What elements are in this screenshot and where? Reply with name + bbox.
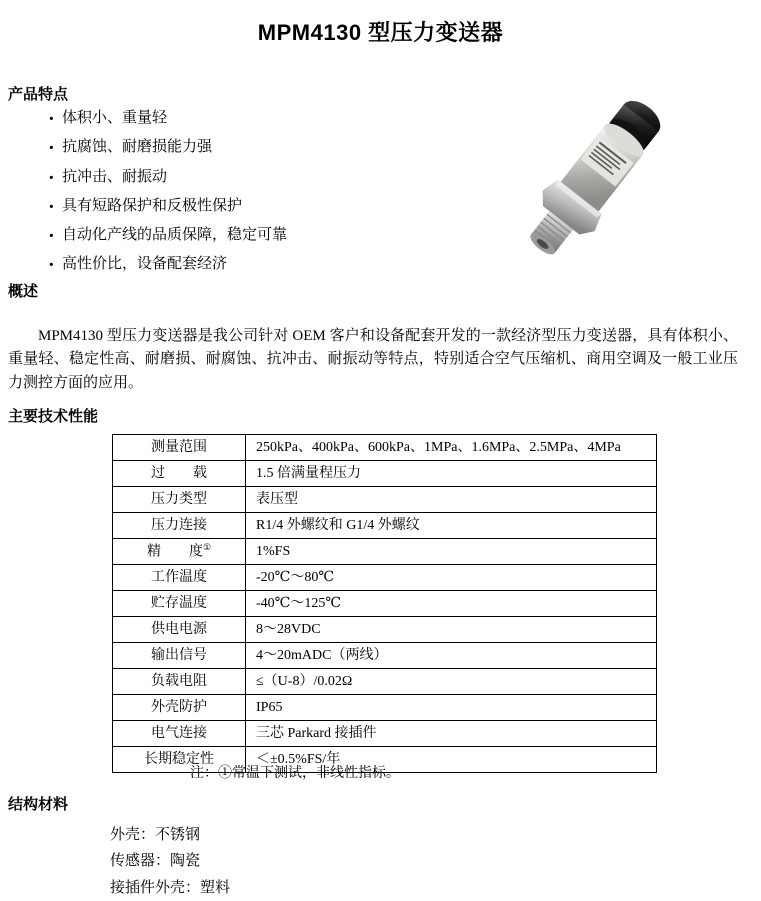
table-cell-label: 工作温度 — [113, 565, 246, 591]
table-cell-value: ≤（U-8）/0.02Ω — [246, 669, 657, 695]
table-cell-label: 长期稳定性 — [113, 747, 246, 773]
table-row — [113, 721, 657, 747]
table-cell-label: 负载电阻 — [113, 669, 246, 695]
list-item: · 抗腐蚀、耐磨损能力强 — [44, 139, 287, 156]
table-cell-label: 外壳防护 — [113, 695, 246, 721]
list-item: · 自动化产线的品质保障，稳定可靠 — [44, 227, 287, 244]
product-photo — [470, 80, 720, 275]
table-row — [113, 435, 657, 461]
table-cell-value: -40℃～125℃ — [246, 591, 657, 617]
table-cell-value: 8～28VDC — [246, 617, 657, 643]
section-heading-materials: 结构材料 — [8, 796, 69, 813]
footnote-mark: ① — [202, 541, 212, 552]
section-heading-specifications: 主要技术性能 — [8, 408, 99, 425]
material-list — [110, 822, 230, 901]
list-item: · 高性价比，设备配套经济 — [44, 256, 287, 273]
table-cell-value: 表压型 — [246, 487, 657, 513]
table-cell-label-accuracy — [113, 539, 246, 565]
table-footnote: 注：①常温下测试，非线性指标。 — [190, 766, 400, 781]
list-item: 外壳：不锈钢 — [110, 827, 201, 843]
page-title: MPM4130 型压力变送器 — [257, 20, 504, 45]
table-cell-value: IP65 — [246, 695, 657, 721]
section-heading-overview: 概述 — [8, 283, 39, 300]
table-cell-value: 1.5 倍满量程压力 — [246, 461, 657, 487]
table-row — [113, 487, 657, 513]
overview-paragraph: MPM4130 型压力变送器是我公司针对 OEM 客户和设备配套开发的一款经济型压力变送器，具有体积小、重量轻、稳定性高、耐磨损、耐腐蚀、抗冲击、耐振动等特点，特别适合空气压缩机、商用空调及一般工业压力测控方面的应用。 — [8, 328, 738, 391]
table-cell-label: 测量范围 — [113, 435, 246, 461]
list-item: · 具有短路保护和反极性保护 — [44, 198, 287, 215]
table-row — [113, 617, 657, 643]
table-cell-value: R1/4 外螺纹和 G1/4 外螺纹 — [246, 513, 657, 539]
table-cell-value: -20℃～80℃ — [246, 565, 657, 591]
list-item: · 抗冲击、耐振动 — [44, 169, 287, 186]
table-row — [113, 643, 657, 669]
document-page — [0, 10, 761, 896]
table-row — [113, 695, 657, 721]
table-cell-label: 输出信号 — [113, 643, 246, 669]
list-item: 传感器：陶瓷 — [110, 853, 201, 870]
table-cell-value: 4～20mADC（两线） — [246, 643, 657, 669]
table-cell-value: 三芯 Parkard 接插件 — [246, 721, 657, 747]
table-row — [113, 669, 657, 695]
table-cell-value: 250kPa、400kPa、600kPa、1MPa、1.6MPa、2.5MPa、4MPa — [246, 435, 657, 461]
table-cell-label: 压力连接 — [113, 513, 246, 539]
table-cell-value: 1%FS — [246, 539, 657, 565]
table-cell-label: 压力类型 — [113, 487, 246, 513]
table-row — [113, 461, 657, 487]
feature-list — [44, 110, 287, 286]
list-item: · 体积小、重量轻 — [44, 110, 287, 127]
list-item: 接插件外壳：塑料 — [110, 879, 231, 896]
table-row — [113, 539, 657, 565]
table-row — [113, 591, 657, 617]
table-cell-label: 贮存温度 — [113, 591, 246, 617]
table-cell-value: ＜±0.5%FS/年 — [246, 747, 657, 773]
table-row — [113, 513, 657, 539]
specifications-table — [112, 434, 657, 773]
table-cell-label: 过 载 — [113, 461, 246, 487]
table-row — [113, 565, 657, 591]
table-cell-label: 供电电源 — [113, 617, 246, 643]
section-heading-features: 产品特点 — [8, 86, 69, 103]
accuracy-label: 精 度 — [146, 544, 203, 560]
table-cell-label: 电气连接 — [113, 721, 246, 747]
